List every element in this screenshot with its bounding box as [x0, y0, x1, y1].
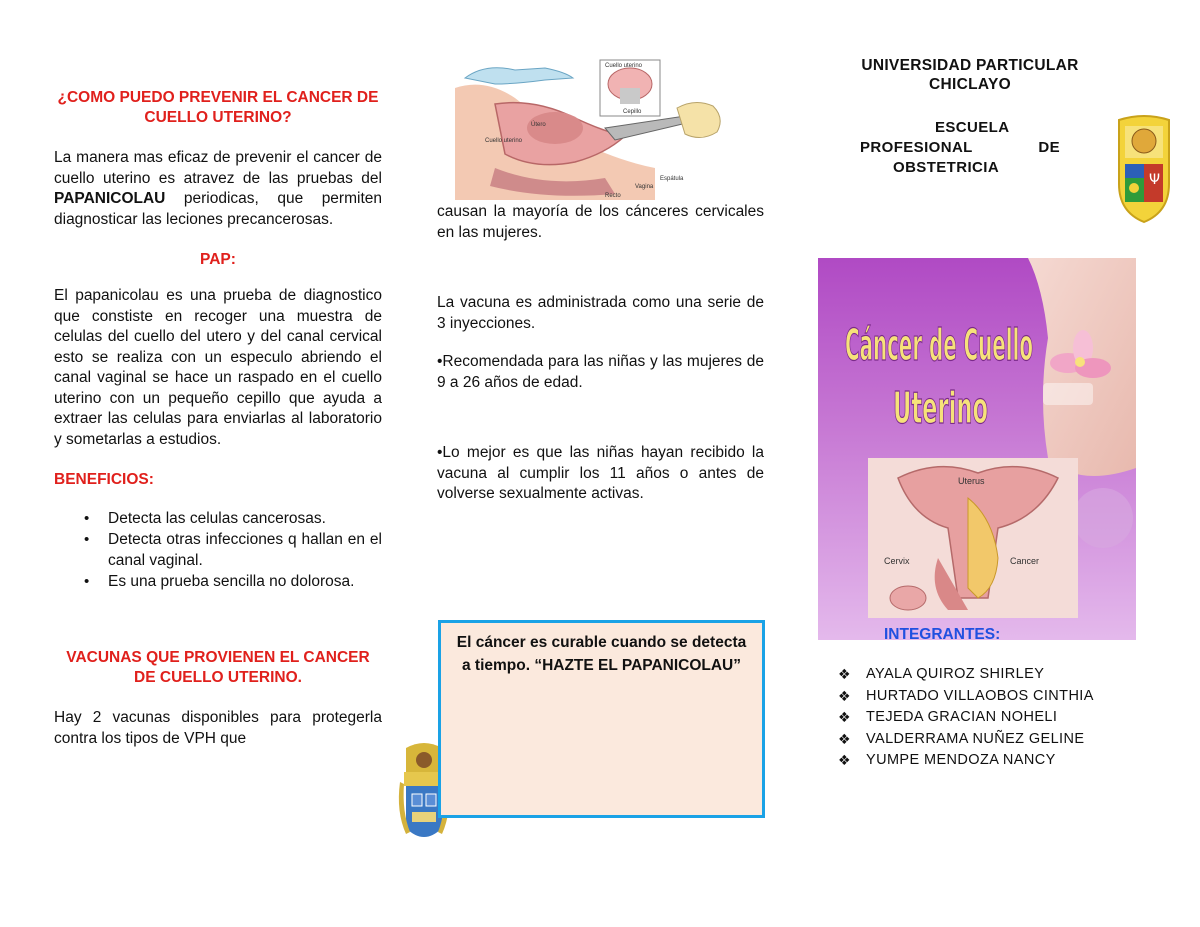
cover-label: Uterus [958, 476, 985, 486]
pap-heading: PAP: [200, 251, 236, 268]
cover-label: Cancer [1010, 556, 1040, 566]
diagram-label: Cuello uterino [605, 63, 643, 69]
cover-title-line1: Cáncer de Cuello [845, 320, 1033, 371]
pap-test-procedure-diagram [455, 58, 745, 200]
cervical-cancer-text: causan la mayoría de los cánceres cervicales en las mujeres. [437, 203, 764, 241]
vaccine-age-text: •Recomendada para las niñas y las mujeres de 9 a 26 años de edad. [437, 353, 764, 391]
papanicolau-emphasis: PAPANICOLAU [54, 190, 166, 207]
diagram-label: Útero [531, 122, 546, 128]
diagram-label: Recto [605, 193, 621, 199]
obstetrics-school-crest [1113, 114, 1175, 224]
benefit-item: • Es una prueba sencilla no dolorosa. [54, 571, 382, 592]
benefit-item: • Detecta otras infecciones q hallan en el canal vaginal. [54, 529, 382, 571]
members-list [838, 664, 1110, 772]
vaccines-heading: VACUNAS QUE PROVIENEN EL CANCER DE CUELLO UTERINO. [66, 649, 370, 686]
diagram-label: Espátula [660, 176, 684, 182]
member-item: ❖ YUMPE MENDOZA NANCY [838, 750, 1110, 772]
benefit-item: • Detecta las celulas cancerosas. [54, 508, 382, 529]
vaccine-series-text: La vacuna es administrada como una serie de 3 inyecciones. [437, 294, 764, 332]
cervical-cancer-cover-image [818, 258, 1136, 640]
diagram-label: Cuello uterino [485, 138, 523, 144]
svg-text:Ψ: Ψ [1149, 172, 1161, 188]
callout-text: El cáncer es curable cuando se detecta a tiempo. “HAZTE EL PAPANICOLAU” [456, 634, 747, 674]
left-panel [54, 88, 382, 749]
vaccine-timing-text: •Lo mejor es que las niñas hayan recibido la vacuna al cumplir los 11 años o antes de volverse sexualmente activas. [437, 444, 764, 502]
cover-label: Cervix [884, 556, 910, 566]
diagram-label: Cepillo [623, 109, 642, 115]
right-panel [820, 56, 1120, 176]
prevention-heading: ¿COMO PUEDO PREVENIR EL CANCER DE CUELLO UTERINO? [57, 89, 379, 126]
benefits-heading: BENEFICIOS: [54, 471, 154, 488]
anatomy-illustration [868, 458, 1078, 618]
vaccines-text: Hay 2 vacunas disponibles para protegerla contra los tipos de VPH que [54, 709, 382, 747]
pap-text: El papanicolau es una prueba de diagnostico que constiste en recoger una muestra de celulas del cuello del utero y del canal cervical esto se realiza con un especulo abriendo el canal vaginal se hace un raspado en el cuello uterino con un pequeño cepillo que ayuda a extraer las celulas para enviarlas al laboratorio y sometarlas a estudios. [54, 287, 382, 448]
cover-title-line2: Uterino [893, 383, 988, 434]
diagram-label: Vagina [635, 184, 654, 190]
callout-box [438, 620, 765, 818]
integrantes-heading: INTEGRANTES: [884, 626, 1001, 643]
member-item: ❖ VALDERRAMA NUÑEZ GELINE [838, 729, 1110, 751]
prevention-text: La manera mas eficaz de prevenir el cancer de cuello uterino es atravez de las pruebas del PAPANICOLAU periodicas, que permiten diagnosticar las leciones precancerosas. [54, 149, 382, 228]
member-item: ❖ AYALA QUIROZ SHIRLEY [838, 664, 1110, 686]
university-name: UNIVERSIDAD PARTICULAR CHICLAYO [861, 57, 1079, 93]
benefits-list [54, 508, 382, 592]
member-item: ❖ HURTADO VILLAOBOS CINTHIA [838, 686, 1110, 708]
middle-panel [437, 202, 764, 505]
school-name: ESCUELA PROFESIONAL DE OBSTETRICIA [860, 119, 1060, 176]
member-item: ❖ TEJEDA GRACIAN NOHELI [838, 707, 1110, 729]
